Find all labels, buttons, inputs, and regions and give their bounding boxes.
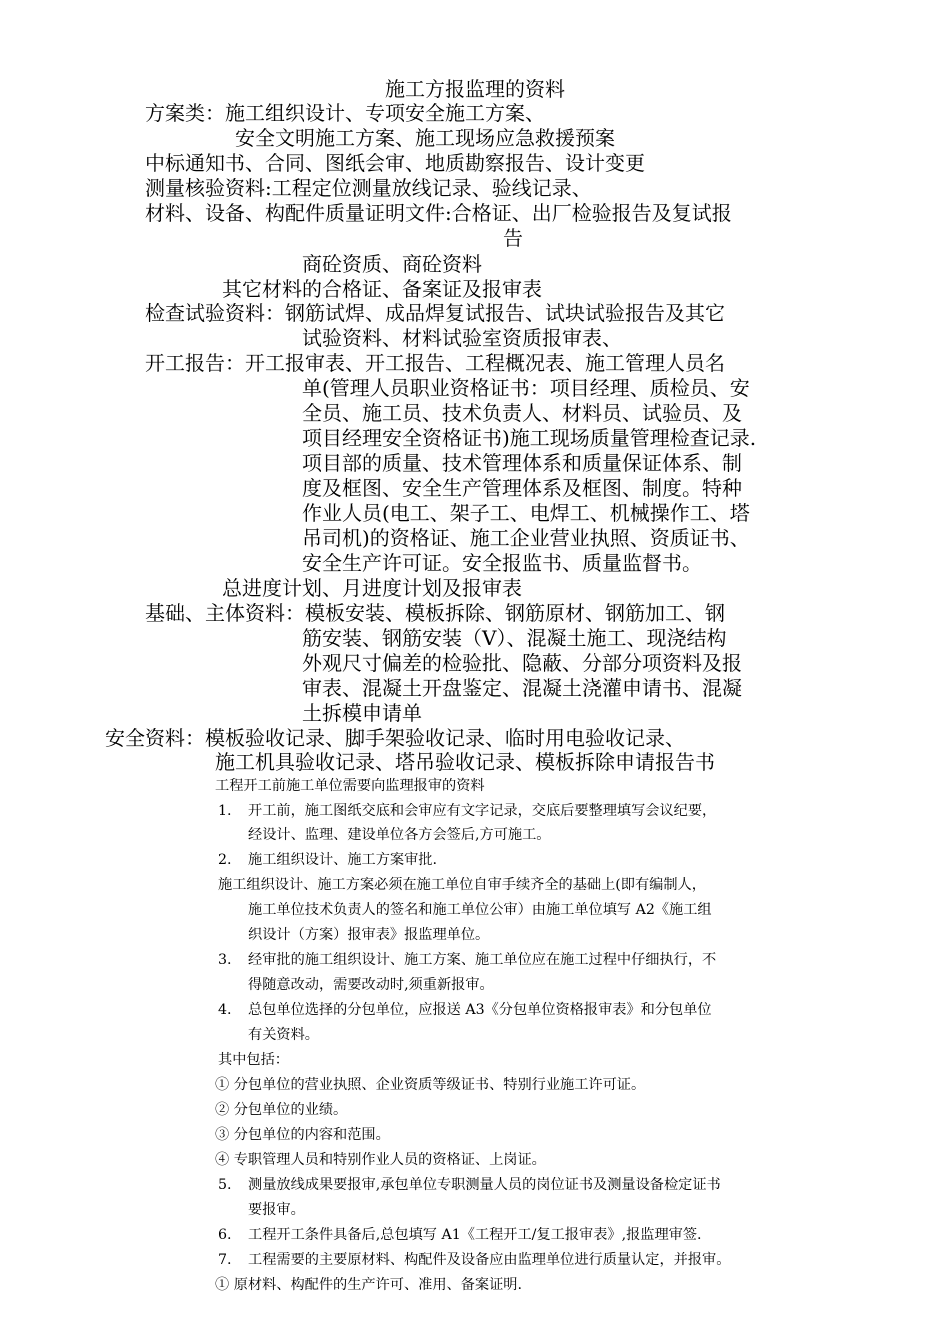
schedule-line: 总进度计划、月进度计划及报审表 xyxy=(222,576,522,600)
start-report-line: 吊司机)的资格证、施工企业营业执照、资质证书、 xyxy=(302,526,750,550)
test-data-line: 试验资料、材料试验室资质报审表、 xyxy=(302,326,622,350)
materials-line: 材料、设备、构配件质量证明文件:合格证、出厂检验报告及复试报 xyxy=(145,201,732,225)
item-number: 3. xyxy=(218,952,232,968)
structure-line: 筋安装、钢筋安装（V）、混凝土施工、现浇结构 xyxy=(302,626,727,650)
concrete-line: 商砼资质、商砼资料 xyxy=(302,252,482,276)
structure-line: 土拆模申请单 xyxy=(302,701,422,725)
start-report-line: 全员、施工员、技术负责人、材料员、试验员、及 xyxy=(302,401,742,425)
item-continuation: 得随意改动，需要改动时,须重新报审。 xyxy=(248,977,494,993)
sub-heading: 其中包括： xyxy=(218,1052,289,1068)
numbered-item: 1. 开工前，施工图纸交底和会审应有文字记录，交底后要整理填写会议纪要， xyxy=(218,803,717,819)
start-report-line: 项目经理安全资格证书)施工现场质量管理检查记录. xyxy=(302,426,757,450)
numbered-item: 6. 工程开工条件具备后,总包填写 A1《工程开工/复工报审表》,报监理审签. xyxy=(218,1227,702,1243)
item-number: 6. xyxy=(218,1227,232,1243)
start-report-line: 度及框图、安全生产管理体系及框图、制度。特种 xyxy=(302,476,742,500)
item-number: 4. xyxy=(218,1002,232,1018)
numbered-item: 7. 工程需要的主要原材料、构配件及设备应由监理单位进行质量认定，并报审。 xyxy=(218,1252,731,1268)
start-report-line: 单(管理人员职业资格证书：项目经理、质检员、安 xyxy=(302,376,750,400)
structure-line: 外观尺寸偏差的检验批、隐蔽、分部分项资料及报 xyxy=(302,651,742,675)
paragraph-line: 施工组织设计、施工方案必须在施工单位自审手续齐全的基础上(即有编制人， xyxy=(218,877,706,893)
contract-docs-line: 中标通知书、合同、图纸会审、地质勘察报告、设计变更 xyxy=(145,151,645,175)
item-number: 7. xyxy=(218,1252,232,1268)
test-data-line: 检查试验资料：钢筋试焊、成品焊复试报告、试块试验报告及其它 xyxy=(145,301,725,325)
section-heading: 工程开工前施工单位需要向监理报审的资料 xyxy=(215,778,485,794)
item-number: 2. xyxy=(218,852,232,868)
survey-line: 测量核验资料:工程定位测量放线记录、验线记录、 xyxy=(145,176,592,200)
item-number: 5. xyxy=(218,1177,232,1193)
structure-line: 基础、主体资料：模板安装、模板拆除、钢筋原材、钢筋加工、钢 xyxy=(145,601,725,625)
start-report-line: 项目部的质量、技术管理体系和质量保证体系、制 xyxy=(302,451,742,475)
sub-item: ③ 分包单位的内容和范围。 xyxy=(215,1127,390,1143)
item-continuation: 经设计、监理、建设单位各方会签后,方可施工。 xyxy=(248,827,551,843)
numbered-item: 4. 总包单位选择的分包单位，应报送 A3《分包单位资格报审表》和分包单位 xyxy=(218,1002,712,1018)
paragraph-line: 织设计（方案）报审表》报监理单位。 xyxy=(248,927,490,943)
numbered-item: 5. 测量放线成果要报审,承包单位专职测量人员的岗位证书及测量设备检定证书 xyxy=(218,1177,721,1193)
numbered-item: 3. 经审批的施工组织设计、施工方案、施工单位应在施工过程中仔细执行，不 xyxy=(218,952,717,968)
sub-item: ② 分包单位的业绩。 xyxy=(215,1102,348,1118)
page-title: 施工方报监理的资料 xyxy=(385,77,565,101)
sub-item: ④ 专职管理人员和特别作业人员的资格证、上岗证。 xyxy=(215,1152,546,1168)
materials-line: 告 xyxy=(503,226,523,250)
item-continuation: 有关资料。 xyxy=(248,1027,319,1043)
start-report-line: 安全生产许可证。安全报监书、质量监督书。 xyxy=(302,551,702,575)
structure-line: 审表、混凝土开盘鉴定、混凝土浇灌申请书、混凝 xyxy=(302,676,742,700)
plan-category-line: 方案类：施工组织设计、专项安全施工方案、 xyxy=(145,101,545,125)
item-number: 1. xyxy=(218,803,232,819)
safety-line: 安全资料：模板验收记录、脚手架验收记录、临时用电验收记录、 xyxy=(105,726,685,750)
start-report-line: 开工报告：开工报审表、开工报告、工程概况表、施工管理人员名 xyxy=(145,351,725,375)
start-report-line: 作业人员(电工、架子工、电焊工、机械操作工、塔 xyxy=(302,501,750,525)
safety-line: 施工机具验收记录、塔吊验收记录、模板拆除申请报告书 xyxy=(215,750,715,774)
other-materials-line: 其它材料的合格证、备案证及报审表 xyxy=(222,277,542,301)
paragraph-line: 施工单位技术负责人的签名和施工单位公审）由施工单位填写 A2《施工组 xyxy=(248,902,712,918)
plan-category-line: 安全文明施工方案、施工现场应急救援预案 xyxy=(235,126,615,150)
sub-item: ① 分包单位的营业执照、企业资质等级证书、特别行业施工许可证。 xyxy=(215,1077,646,1093)
item-continuation: 要报审。 xyxy=(248,1202,305,1218)
sub-item: ① 原材料、构配件的生产许可、准用、备案证明. xyxy=(215,1277,522,1293)
numbered-item: 2. 施工组织设计、施工方案审批. xyxy=(218,852,437,868)
